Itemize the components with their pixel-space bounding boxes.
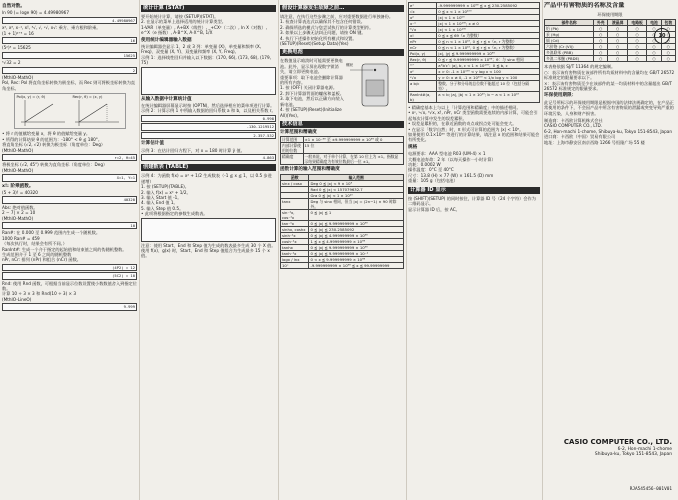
line: (MthIO-MathO) [2,215,34,221]
battery-block [280,58,404,117]
line: • 此项将根据指定的参数生成数表。 [141,211,208,217]
display: (5C2) = 10 [2,272,137,279]
display: -130.1219512 [141,123,276,130]
note: • xʸ, ʸ√x, ³√x, x!, nPr, nCr 类型函数需要连续的内部计算，可能会引起每次计算中发生的误差累积。 [408,110,538,121]
maker-line: 6-2, Hon-machi 1-chome, Shibuya-ku, Tokyo 151-8543, Japan [544,128,672,134]
line: 生成范围介于 1 至 6 之间的随机整数 [2,252,72,257]
line: 2. 确保所选的模式与您尝试执行的计算类型相符。 [280,24,374,30]
line: 2. 在显示的菜单上选择适用的统计计算类型。 [141,19,226,25]
maker-line: 制造商：卡西欧计算机株式会社 [544,118,603,124]
spec-line: 重量：105 g（包括电池） [408,178,458,184]
line: 计算 10 ÷ 3 × 3 和 Rnd(10 ÷ 3) × 3 [2,291,77,297]
line: (MthIO-MathO) [2,167,34,173]
model-code: RJA545456-001V01 [629,486,672,492]
display: 4.863 [141,154,276,161]
line: 1. 按 (OFF) 关闭计算器电源。 [280,85,338,91]
line: 3. 如果以上步骤无法纠正问题，请按 ON 键。 [280,30,366,36]
pol-label: Pol(x, y) = (r, θ) [16,95,46,100]
estimate-subtitle: 计算估计值 [141,141,164,147]
display: 0.998 [141,115,276,122]
spec-line: 大概电池寿命：2 年（以每天操作一小时计算） [408,156,496,162]
line: 在统计编辑器屏幕显示时按 (OPTN)，然后选择相应的菜单项进行计算。 [141,103,275,109]
line: 示例 1：选择线性回归并输入以下数据：(170, 66), (173, 68), (179, 75) [141,54,271,66]
note: 此记号所标示的环保使用期限是根据中国的法律法规确定的，在产品正常使用的条件下，不会因产品中所含有害物质的泄漏或突变导致严重的环境污染、人身和财产损害。 [544,99,674,116]
error-heading: 假设计算器发生故障之前… [280,5,404,12]
maker-line: CASIO COMPUTER CO., LTD. [544,123,603,129]
range-table: 计算范围 ±1 × 10⁻⁹⁹ 至 ±9.999999999 × 10⁹⁹ 或 0 内部计算使用的位数 15 位 精确度 一般来说，对于单个计算，在第 10 位上为 ±1。指数显示结果精确度为有效位数最后一位 ±1。 [280,136,404,165]
spec-line: 功耗：0.0002 W [408,162,441,168]
hazard-table: 部件名称 外壳 液晶屏 电路板 电池 包装 铅 (Pb) ○ ○ ○ ○ ○ 汞 (Hg) ○ ○ ○ ○ ○ 镉 (Cd) ○ ○ ○ ○ ○ 六价铬 (Cr (VI)) ○ ○ ○ ○ ○ 多溴联苯 (PBB) ○ ○ ○ ○ ○ 多溴二苯醚 (PBDE) ○ ○ ○ ○ ○ [544,19,676,62]
environment-mark-icon: 10 [654,28,670,44]
line: RanInt#: 生成一个介于指定的起始值和结束值之间的伪随机整数。 [2,246,127,252]
line: 在数值显示暗淡时可能需要更换电池。此外，显示屏出现数字锁消失，请立即更换电池。 [280,58,343,75]
line: • 将 r 的值赋给变量 x，将 θ 的值赋给变量 y。 [2,131,91,137]
display: 40320 [2,196,137,203]
note: 如果使用 0.1×10⁶⁰ 等进行的计算结果，请注意 x 的范围和结果可能会有所变化。 [408,132,540,143]
line: 示例 3：在估计回归方程下，对 x = 180 时计算 ŷ 值。 [141,147,245,153]
screw-label: 螺丝 [346,63,354,68]
line: 将极坐标 (√2, 45°) 转换为直角坐标（角度单位：Deg） [2,162,108,168]
display: 2 [2,67,137,74]
company-name: CASIO COMPUTER CO., LTD. [563,437,672,446]
line: (5²)³ = 15625 [2,45,31,51]
factorial-title: x!: 阶乘函数。 [2,183,34,189]
display: r=2, θ=45 [2,154,137,161]
function-range-table-cont: eˣ -9.999999999 × 10⁹⁹ ≦ x ≦ 230.2585092 √x 0 ≦ x < 1 × 10¹⁰⁰ x² |x| < 1 × 10⁵⁰ x⁻¹ |x| < 1 × 10¹⁰⁰; x ≠ 0 ³√x |x| < 1 × 10¹⁰⁰ x! 0 ≦ x ≦ 69（x 为整数） nPr 0 ≦ n < 1 × 10¹⁰, 0 ≦ r ≦ n（n, r 为整数） nCr 0 ≦ n < 1 × 10¹⁰, 0 ≦ r ≦ n（n, r 为整数） Pol(x, y) |x|, |y| ≦ 9.999999999 × 10⁹⁹ Rec(r, θ) 0 ≦ r ≦ 9.999999999 × 10⁹⁹；θ：与 sinx 相同 °′″ a°b′c″: |a|, b, c < 1 × 10¹⁰⁰；0 ≦ b, c xʸ x > 0: -1 × 10¹⁰⁰ < y log x < 100 ʸ√x y > 0: x ≠ 0, -1 × 10¹⁰⁰ < 1/x log y < 100 a b/c 整数、分子和分母的总位数不能超过 10 位（包括分隔符）。 RanInt#(a, b) a < b; |a|, |b| < 1 × 10¹⁰; b − a < 1 × 10¹⁰ [408,2,540,103]
column-2 [141,2,276,498]
line: 1. 检查计算表达式以确保其不包含任何错误。 [280,19,365,25]
display: 10 [2,222,137,229]
line: 4. 按 (SETUP)(Reset)(Initialize All)(Yes)。 [280,107,342,118]
hazard-title: 产品中有害物质的名称及含量 [544,2,625,9]
line: nPr, nCr: 排列 (nPr) 和组合 (nCr) 函数。 [2,257,81,263]
line: 请注意，在执行这些步骤之前，应对重要数据进行单独备份。 [280,14,394,19]
table-heading: 创建数表 (TABLE) [141,164,276,171]
spec-line: 尺寸：13.8 (H) × 77 (W) × 161.5 (D) mm [408,172,494,178]
stat-editor-subtitle: 使用统计编辑器输入数据 [141,37,192,43]
pol-rec-figure [14,93,126,129]
calculator-back-icon [346,60,404,108]
battery-heading: 更换电池 [280,49,404,56]
rec-label: Rec(r, θ) = (x, y) [72,95,103,100]
line: 注意：使用 Start、End 和 Step 值为生成的数表最多生成 30 个 X 值。使用 f(x)、g(x) 时，Start、End 和 Step 值组合为生成最多 15 个 x 值。 [141,242,276,259]
line: (MthIO-MathO) [2,75,34,81]
line: (MthIO-MathO) [2,147,34,153]
line: ln 90 (= loge 90) = 4.49980967 [2,10,70,16]
hazard-table-title: 环保使用期限 [597,12,623,17]
column-5 [544,2,676,498]
line: Rnd: 使用 Rnd 函数，可根据当前显示位数设置使小数数值舍入到指定位数。 [2,280,137,292]
line: (5 + 3)! = 40320 [2,189,38,195]
line: 2. 输入 f(x) = x² + 1/2。 [141,189,191,195]
line: 4. 执行下述操作初始化所有模式和设置。 [280,35,357,41]
tech-heading: 技术信息 [280,121,404,128]
line: 4. 输入 End 值 1。 [141,200,178,206]
note: 本表格依据 SJ/T 11364 的规定编制。 [544,64,616,70]
line: 统计编辑器会显示 1、2 或 3 列：单变量 (X)、单变量和频率 (X, Freq)、双变量 (X, Y)、双变量和频率 (X, Y, Freq)。 [141,44,262,55]
line: 显示计算器 ID 后，按 AC。 [408,206,460,212]
line: 1-VAR（单变量）, A+BX（线性）, _+CX²（二次）, ln X（对数）, e^X（e 指数）, A·B^X, A·X^B, 1/X [141,24,268,36]
line: x², x³, x⁻¹, x!, ³√, √, ʸ√, x√: 乘方、乘方根和阶乘。 [2,25,101,31]
stat-editor-display [141,67,276,95]
line: 5. 输入 Step 值 0.5。 [141,205,184,211]
note: 环保使用期限： [544,93,577,99]
calculator-id-heading: 计算器 ID 显示 [408,187,540,194]
line: 3. 输入 Start 值 -1。 [141,194,182,200]
note: • 精确度基本上与以上「计算范围和精确度」中的描述相同。 [408,105,521,110]
stat-calc-subtitle: 从输入数据中计算统计值 [141,96,192,102]
line: • 所得的计算结果 θ 的范围为：-180° < θ ≦ 180°。 [2,136,103,142]
calculator-back-illustration [346,60,404,108]
line: 1000 Ran# = 459 [2,235,40,241]
line: Pol, Rec: Pol 将直角坐标转换为极坐标，而 Rec 则可将极坐标转换为直角坐标。 [2,80,136,91]
maker-line: 地址：上海市静安区南京西路 1266 号恒隆广场 55 楼 [544,139,645,145]
function-range-table: 函数 输入范围 sinx / cosx Deg 0 ≦ |x| < 9 × 10⁹ Rad 0 ≦ |x| < 157079632.7 Gra 0 ≦ |x| < 1 × 10¹⁰ tanx Deg 与 sinx 相同，但当 |x| = (2n−1) × 90 时除外。 sin⁻¹x, cos⁻¹x 0 ≦ |x| ≦ 1 tan⁻¹x 0 ≦ |x| ≦ 9.999999999 × 10⁹⁹ sinhx, coshx 0 ≦ |x| ≦ 230.2585092 sinh⁻¹x 0 ≦ |x| ≦ 4.999999999 × 10⁹⁹ cosh⁻¹x 1 ≦ x ≦ 4.999999999 × 10⁹⁹ tanhx 0 ≦ |x| ≦ 9.999999999 × 10⁹⁹ tanh⁻¹x 0 ≦ |x| ≦ 9.999999999 × 10⁻¹ logx / lnx 0 < x ≦ 9.999999999 × 10⁹⁹ 10ˣ -9.999999999 × 10⁹⁹ ≦ x ≦ 99.99999999 [280,174,404,269]
company-address-2: Shibuya-ku, Tokyo 151-8543, Japan [594,452,672,458]
note: • 误差是累积的，在靠近函数的奇点或拐点处可能会变大。 [408,121,517,127]
line: 按 (SHIFT)(SETUP) 的同时按住，计算器 ID 号（24 个字符）会作为二维码显示。 [408,195,536,207]
line: 重要事项：取下电池会删除计算器的所有内容。 [280,74,343,86]
spec-subtitle: 规格 [408,144,418,150]
line: (1 + 1)²⁺³ = 16 [2,30,34,36]
table-display [141,218,276,242]
note: • 在显示「数学自然」时，π 形式可计算的范围为 |x| < 10⁶。 [408,126,524,132]
line: 1. 按 (SETUP)(TABLE)。 [141,184,189,190]
line: 示例 2：计算示例 1 中所输入数据的回归系数 a 和 b，以及相关系数 r。 [141,108,276,114]
line: 将直角坐标 (√2, √2) 转换为极坐标（角度单位：Deg） [2,142,106,148]
display: X=1, Y=1 [2,174,137,181]
stat-heading: 统计计算 (STAT) [141,5,276,12]
display: 4.49980967 [2,17,137,24]
company-address-1: 6-2, Hon-machi 1-chome [617,446,672,452]
company-block [564,432,672,458]
column-4 [408,2,540,498]
range-subtitle: 计算范围和精确度 [280,129,317,135]
line: 2. 卸下计算器背面的螺丝和盖板。 [280,90,344,96]
line: 示例 4：为函数 f(x) = x² + 1/2 生成数表（-1 ≦ x ≦ 1，以 0.5 步进递增） [141,173,272,184]
line: 要开始统计计算，请按 (SETUP)(STAT)。 [141,14,219,19]
line: 3. 取下电池，然后以正确方向装入新电池。 [280,96,344,107]
column-1 [2,2,137,498]
spec-line: 电源要求：AAA 型电池 R03 (UM-4) × 1 [408,151,486,157]
func-subtitle: 函数计算的输入范围和精确度 [280,167,340,173]
line: (SETUP)(Reset)(Setup Data)(Yes) [280,41,349,47]
display: 2.357.532 [141,132,276,139]
note: ○：表示该有害物质在该部件所有均质材料中的含量均在 GB/T 26572 标准规定的限量要求以下。 [544,69,675,81]
natural-log-title: 自然对数。 [2,4,25,9]
spec-line: 操作温度：0°C 至 40°C [408,167,454,173]
line: 2 − 7| × 2 = 10 [2,210,36,216]
line: Abs: 绝对值函数。 [2,204,38,210]
line: ⁵√32 = 2 [2,60,21,66]
maker-line: 进口商：卡西欧（中国）贸易有限公司 [544,134,616,140]
display: 9.999 [2,303,137,310]
line: (MthIO-LineO) [2,296,32,302]
display: 16 [2,37,137,44]
line: Ran#: 在 0.000 至 0.999 范围内生成一个随机数。 [2,230,101,236]
display: (4P2) = 12 [2,264,137,271]
line: （每次执行时，结果会有所不同。） [2,241,67,247]
display: 15625 [2,52,137,59]
column-3 [280,2,404,498]
note: ×：表示该有害物质至少在该部件的某一均质材料中的含量超出 GB/T 26572 标准规定的限量要求。 [544,80,672,92]
